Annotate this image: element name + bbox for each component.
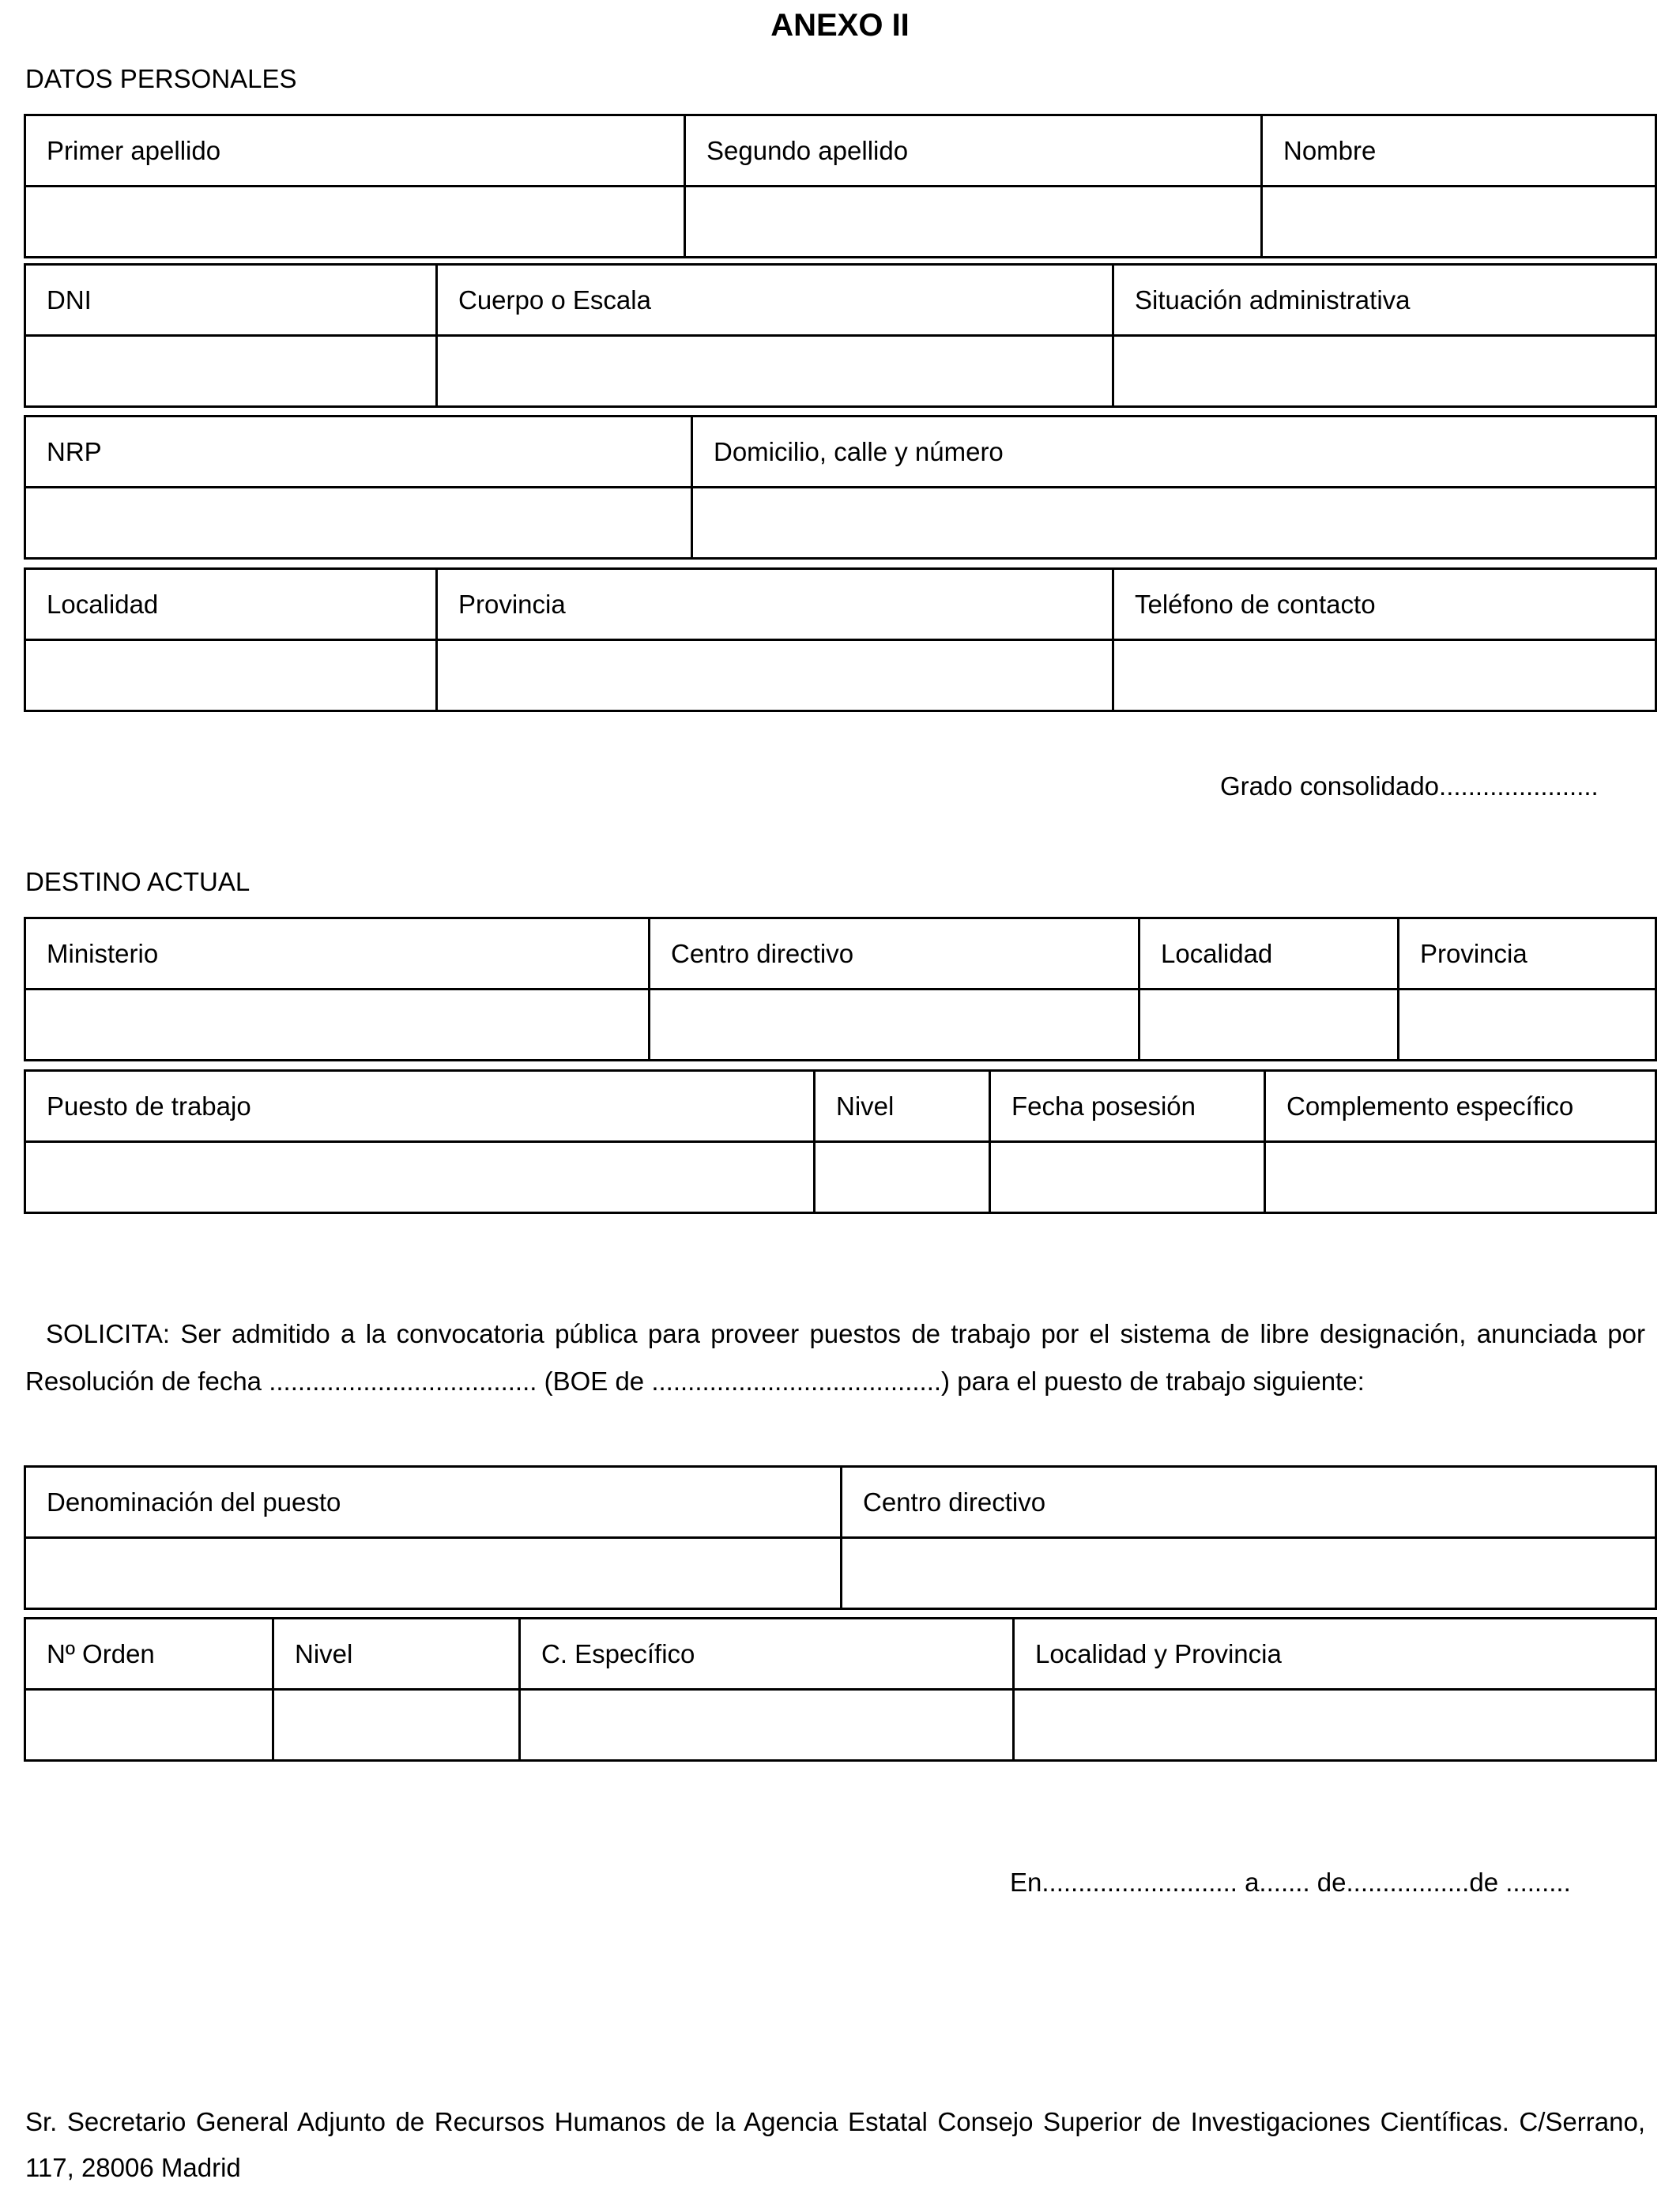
destino-actual-table-2 — [24, 1069, 1657, 1214]
datos-personales-table-3 — [24, 415, 1657, 560]
label-nrp: NRP — [25, 417, 692, 488]
puesto-solicitado-table-1 — [24, 1465, 1657, 1610]
label-provincia-destino: Provincia — [1399, 918, 1656, 990]
field-centro-directivo-solicitado[interactable] — [842, 1538, 1656, 1609]
field-puesto-trabajo[interactable] — [25, 1142, 815, 1213]
label-domicilio: Domicilio, calle y número — [692, 417, 1656, 488]
label-localidad: Localidad — [25, 569, 437, 640]
solicita-paragraph: SOLICITA: Ser admitido a la convocatoria pública para proveer puestos de trabajo por el sistema de libre designación, anunciada por Resolución de fecha ..................................... (BOE de ........................................) para el puesto de trabajo siguiente: — [25, 1319, 1645, 1396]
addressee-footer: Sr. Secretario General Adjunto de Recursos Humanos de la Agencia Estatal Consejo Superior de Investigaciones Científicas. C/Serrano, 117, 28006 Madrid — [25, 2107, 1645, 2182]
field-complemento-especifico[interactable] — [1265, 1142, 1656, 1213]
section-heading-datos-personales: DATOS PERSONALES — [25, 64, 297, 93]
lugar-fecha-line: En........................... a....... de.................de ......... — [1010, 1868, 1571, 1897]
label-fecha-posesion: Fecha posesión — [990, 1071, 1265, 1142]
label-situacion-administrativa: Situación administrativa — [1113, 265, 1656, 336]
label-nivel: Nivel — [815, 1071, 990, 1142]
field-localidad-destino[interactable] — [1139, 990, 1399, 1061]
destino-actual-table-1 — [24, 917, 1657, 1061]
label-localidad-provincia: Localidad y Provincia — [1014, 1619, 1656, 1690]
field-nrp[interactable] — [25, 488, 692, 559]
datos-personales-table-4 — [24, 567, 1657, 712]
field-dni[interactable] — [25, 336, 437, 407]
field-ministerio[interactable] — [25, 990, 650, 1061]
field-fecha-posesion[interactable] — [990, 1142, 1265, 1213]
field-primer-apellido[interactable] — [25, 187, 685, 258]
label-segundo-apellido: Segundo apellido — [685, 115, 1262, 187]
grado-consolidado: Grado consolidado...................... — [1220, 771, 1599, 801]
field-provincia[interactable] — [437, 640, 1113, 711]
field-localidad-provincia[interactable] — [1014, 1690, 1656, 1761]
label-puesto-trabajo: Puesto de trabajo — [25, 1071, 815, 1142]
label-provincia: Provincia — [437, 569, 1113, 640]
field-denominacion-puesto[interactable] — [25, 1538, 842, 1609]
label-telefono: Teléfono de contacto — [1113, 569, 1656, 640]
field-cuerpo-escala[interactable] — [437, 336, 1113, 407]
section-heading-destino-actual: DESTINO ACTUAL — [25, 867, 250, 896]
field-provincia-destino[interactable] — [1399, 990, 1656, 1061]
label-n-orden: Nº Orden — [25, 1619, 273, 1690]
field-c-especifico[interactable] — [520, 1690, 1014, 1761]
field-domicilio[interactable] — [692, 488, 1656, 559]
label-nivel-solicitado: Nivel — [273, 1619, 520, 1690]
field-nivel-solicitado[interactable] — [273, 1690, 520, 1761]
label-denominacion-puesto: Denominación del puesto — [25, 1467, 842, 1538]
label-localidad-destino: Localidad — [1139, 918, 1399, 990]
field-situacion-administrativa[interactable] — [1113, 336, 1656, 407]
field-telefono[interactable] — [1113, 640, 1656, 711]
field-nivel[interactable] — [815, 1142, 990, 1213]
document-title: ANEXO II — [770, 8, 910, 43]
label-centro-directivo: Centro directivo — [650, 918, 1139, 990]
field-centro-directivo[interactable] — [650, 990, 1139, 1061]
label-c-especifico: C. Específico — [520, 1619, 1014, 1690]
label-nombre: Nombre — [1262, 115, 1656, 187]
label-ministerio: Ministerio — [25, 918, 650, 990]
field-localidad[interactable] — [25, 640, 437, 711]
label-primer-apellido: Primer apellido — [25, 115, 685, 187]
field-n-orden[interactable] — [25, 1690, 273, 1761]
field-nombre[interactable] — [1262, 187, 1656, 258]
datos-personales-table-2 — [24, 263, 1657, 408]
label-complemento-especifico: Complemento específico — [1265, 1071, 1656, 1142]
label-centro-directivo-solicitado: Centro directivo — [842, 1467, 1656, 1538]
datos-personales-table-1 — [24, 114, 1657, 258]
field-segundo-apellido[interactable] — [685, 187, 1262, 258]
label-dni: DNI — [25, 265, 437, 336]
puesto-solicitado-table-2 — [24, 1617, 1657, 1762]
label-cuerpo-escala: Cuerpo o Escala — [437, 265, 1113, 336]
